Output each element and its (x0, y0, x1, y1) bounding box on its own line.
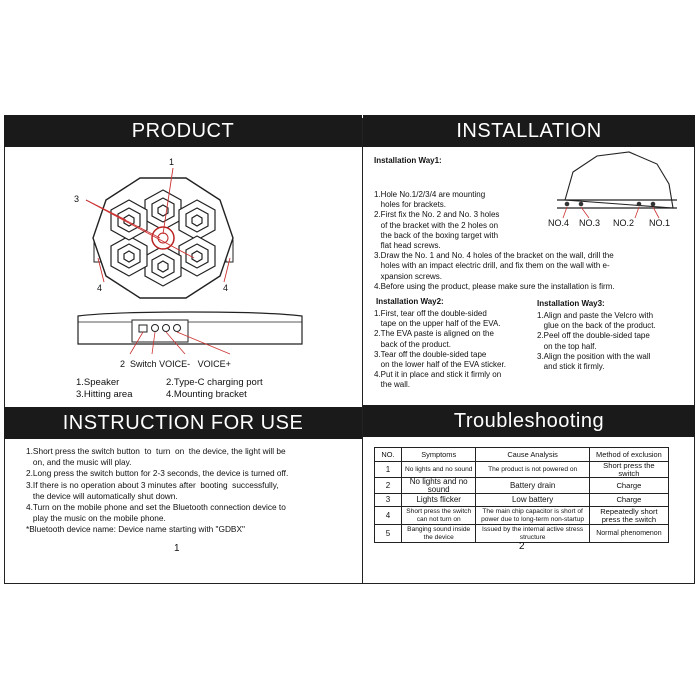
table-cell: The product is not powered on (476, 462, 589, 478)
hole-2-icon (637, 202, 642, 207)
table-cell: 2 (375, 478, 402, 494)
callout-4-right: 4 (223, 283, 229, 293)
troubleshooting-table (374, 447, 669, 543)
table-cell: No lights and no sound (402, 478, 476, 494)
table-cell: Normal phenomenon (589, 525, 668, 543)
product-diagram (60, 150, 320, 410)
table-row (375, 478, 669, 494)
text-line: the wall. (374, 380, 411, 390)
table-cell: Charge (589, 494, 668, 507)
voice-plus-button-icon (174, 325, 181, 332)
product-header (4, 115, 362, 147)
text-line: *Bluetooth device name: Device name starting with "GDBX" (26, 524, 245, 535)
text-line: 1.Hole No.1/2/3/4 are mounting (374, 190, 486, 199)
text-line: 4.Put it in place and stick it firmly on (374, 370, 502, 380)
instruction-steps (26, 446, 288, 536)
table-row (375, 494, 669, 507)
table-cell: 1 (375, 462, 402, 478)
text-line: of the bracket with the 2 holes on (374, 220, 499, 230)
text-line: 2.Long press the switch button for 2-3 seconds, the device is turned off. (26, 468, 289, 479)
way1-title: Installation Way1: (374, 156, 442, 165)
text-line: 2.First fix the No. 2 and No. 3 holes (374, 210, 500, 220)
page-number-2: 2 (519, 541, 525, 552)
hole-label-2: NO.2 (613, 218, 635, 228)
way3-steps (537, 311, 656, 372)
side-labels: 2 Switch VOICE- VOICE+ (120, 359, 231, 369)
product-side-view (70, 306, 310, 356)
callout-4-left: 4 (97, 283, 103, 293)
text-line: play the music on the mobile phone. (26, 513, 166, 524)
table-cell: The main chip capacitor is short of power due to long-term non-startup (476, 507, 589, 525)
hole-label-4: NO.4 (548, 218, 570, 228)
text-line: 3.If there is no operation about 3 minutes after booting successfully, (26, 479, 279, 490)
text-line: the device will automatically shut down. (26, 490, 178, 501)
text-line: 2.Peel off the double-sided tape (537, 331, 650, 341)
instruction-header (4, 407, 362, 439)
text-line: tape on the upper half of the EVA. (374, 319, 501, 329)
text-line: holes for brackets. (374, 200, 447, 210)
callout-1: 1 (169, 157, 175, 167)
product-legend: 1.Speaker 2.Type-C charging port 3.Hitting area 4.Mounting bracket (76, 377, 263, 400)
instruction-title: INSTRUCTION FOR USE (62, 411, 304, 434)
page-number-1: 1 (174, 543, 180, 554)
switch-button-icon (152, 325, 159, 332)
type-c-port-icon (139, 325, 147, 332)
text-line: 1.Align and paste the Velcro with (537, 311, 654, 320)
table-cell: 5 (375, 525, 402, 543)
callout-3: 3 (74, 194, 80, 204)
text-line: flat head screws. (374, 241, 441, 251)
troubleshooting-title: Troubleshooting (453, 409, 605, 432)
text-line: 4.Turn on the mobile phone and set the Bluetooth connection device to (26, 502, 286, 513)
table-cell: Banging sound inside the device (402, 525, 476, 543)
table-cell: Charge (589, 478, 668, 494)
text-line: on the lower half of the EVA sticker. (374, 360, 506, 370)
text-line: holes with an impact electric drill, and fix them on the wall with e- (374, 261, 610, 271)
text-line: xpansion screws. (374, 271, 443, 281)
column-header: Method of exclusion (589, 448, 668, 462)
text-line: 3.Draw the No. 1 and No. 4 holes of the bracket on the wall, drill the (374, 251, 614, 261)
text-line: 4.Before using the product, please make sure the installation is firm. (374, 281, 615, 291)
table-row (375, 462, 669, 478)
table-row (375, 525, 669, 543)
table-cell: 3 (375, 494, 402, 507)
troubleshooting-header (363, 405, 695, 437)
text-line: 1.Short press the switch button to turn on the device, the light will be (26, 446, 286, 456)
table-row (375, 507, 669, 525)
way2-title: Installation Way2: (376, 297, 444, 306)
table-cell: 4 (375, 507, 402, 525)
table-cell: No lights and no sound (402, 462, 476, 478)
text-line: 2.The EVA paste is aligned on the (374, 329, 494, 339)
text-line: back of the product. (374, 339, 451, 349)
table-cell: Short press the switch (589, 462, 668, 478)
column-header: Cause Analysis (476, 448, 589, 462)
table-cell: Lights flicker (402, 494, 476, 507)
text-line: glue on the back of the product. (537, 321, 656, 331)
table-cell: Low battery (476, 494, 589, 507)
way3-title: Installation Way3: (537, 299, 605, 308)
table-cell: Short press the switch can not turn on (402, 507, 476, 525)
text-line: 3.Align the position with the wall (537, 351, 651, 361)
hole-1-icon (651, 202, 656, 207)
hole-label-1: NO.1 (649, 218, 671, 228)
table-cell: Battery drain (476, 478, 589, 494)
table-cell: Issued by the internal active stress structure (476, 525, 589, 543)
text-line: 3.Tear off the double-sided tape (374, 349, 487, 359)
text-line: on the top half. (537, 341, 597, 351)
installation-header (363, 115, 695, 147)
column-header: Symptoms (402, 448, 476, 462)
hole-3-icon (579, 202, 584, 207)
page-divider (362, 118, 363, 584)
product-title: PRODUCT (131, 119, 235, 142)
table-cell: Repeatedly short press the switch (589, 507, 668, 525)
installation-title: INSTALLATION (456, 119, 602, 142)
text-line: 1.First, tear off the double-sided (374, 309, 487, 318)
way2-steps (374, 309, 506, 391)
column-header: NO. (375, 448, 402, 462)
text-line: and stick it firmly. (537, 362, 605, 372)
hole-4-icon (565, 202, 570, 207)
text-line: the back of the boxing target with (374, 230, 499, 240)
text-line: on, and the music will play. (26, 457, 132, 468)
voice-minus-button-icon (163, 325, 170, 332)
hole-label-3: NO.3 (579, 218, 601, 228)
